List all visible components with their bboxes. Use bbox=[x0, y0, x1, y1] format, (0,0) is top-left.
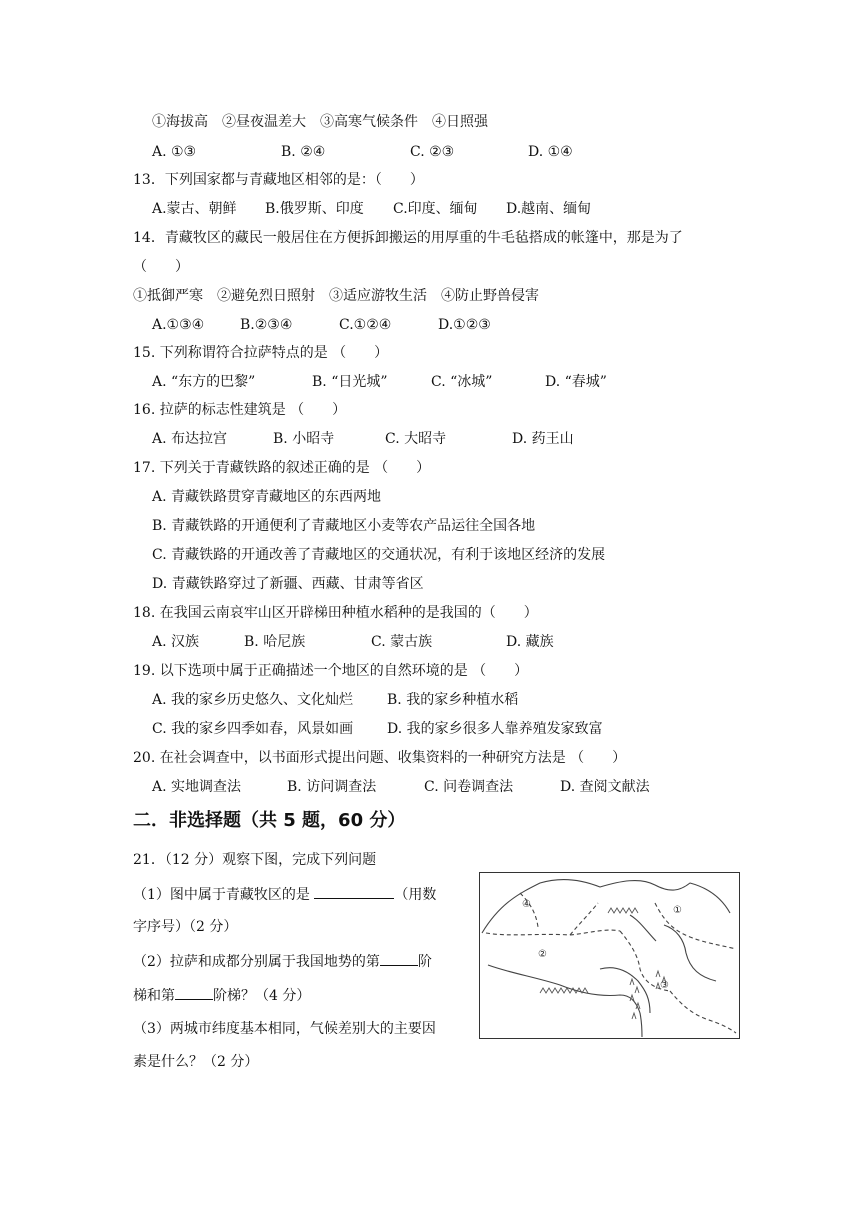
q17-option-c: C. 青藏铁路的开通改善了青藏地区的交通状况，有利于该地区经济的发展 bbox=[152, 547, 606, 563]
q21-part2-blank2 bbox=[175, 985, 213, 1000]
map-label-2: ② bbox=[538, 949, 547, 960]
q16-option-a: A. 布达拉宫 bbox=[152, 431, 228, 447]
q13-stem: 13．下列国家都与青藏地区相邻的是：（ ） bbox=[133, 172, 424, 188]
q19-option-c: C. 我的家乡四季如春，风景如画 bbox=[152, 721, 354, 737]
q13-option-b: B.俄罗斯、印度 bbox=[265, 201, 364, 217]
q19-option-d: D. 我的家乡很多人靠养殖发家致富 bbox=[387, 721, 603, 737]
q20-option-a: A. 实地调查法 bbox=[152, 779, 242, 795]
q17-stem: 17. 下列关于青藏铁路的叙述正确的是 （ ） bbox=[133, 460, 431, 476]
q16-option-b: B. 小昭寺 bbox=[273, 431, 335, 447]
map-boundary-south bbox=[488, 965, 642, 1037]
q19-option-b: B. 我的家乡种植水稻 bbox=[387, 692, 519, 708]
q21-part1-text-b: （用数 bbox=[394, 887, 437, 903]
map-province-line-1 bbox=[486, 930, 620, 935]
q12-option-c: C. ②③ bbox=[410, 144, 455, 160]
map-river-2 bbox=[664, 925, 716, 981]
q18-option-b: B. 哈尼族 bbox=[244, 634, 306, 650]
q13-option-c: C.印度、缅甸 bbox=[393, 201, 478, 217]
map-river-3 bbox=[630, 915, 656, 941]
q13-option-d: D.越南、缅甸 bbox=[506, 201, 592, 217]
q20-option-c: C. 问卷调查法 bbox=[424, 779, 514, 795]
q12-option-d: D. ①④ bbox=[528, 144, 573, 160]
q14-option-c: C.①②④ bbox=[339, 317, 392, 333]
q16-stem: 16. 拉萨的标志性建筑是 （ ） bbox=[133, 402, 347, 418]
q20-stem: 20. 在社会调查中，以书面形式提出问题、收集资料的一种研究方法是 （ ） bbox=[133, 750, 627, 766]
q14-option-a: A.①③④ bbox=[152, 317, 205, 333]
q19-stem: 19. 以下选项中属于正确描述一个地区的自然环境的是 （ ） bbox=[133, 663, 529, 679]
map-mountains bbox=[540, 908, 666, 1019]
q15-stem: 15. 下列称谓符合拉萨特点的是 （ ） bbox=[133, 345, 389, 361]
q19-option-a: A. 我的家乡历史悠久、文化灿烂 bbox=[152, 692, 354, 708]
q21-part2-line1 bbox=[133, 951, 432, 972]
q17-option-a: A. 青藏铁路贯穿青藏地区的东西两地 bbox=[152, 489, 382, 505]
q21-part3-line1: （3）两城市纬度基本相同，气候差别大的主要因 bbox=[133, 1021, 436, 1037]
region-map-drawing bbox=[480, 873, 738, 1037]
q14-stem-line2: （ ） bbox=[133, 259, 189, 275]
mountain-range-north bbox=[608, 908, 638, 913]
map-boundary-west bbox=[482, 880, 730, 933]
map-province-line-2 bbox=[570, 903, 598, 935]
q21-part2-text-d: 阶梯？（4 分） bbox=[213, 988, 311, 1004]
q18-stem: 18. 在我国云南哀牢山区开辟梯田种植水稻种的是我国的（ ） bbox=[133, 605, 538, 621]
q16-option-d: D. 药王山 bbox=[512, 431, 574, 447]
section-heading: 二．非选择题（共 5 题，60 分） bbox=[133, 810, 406, 831]
q21-part2-text-b: 阶 bbox=[417, 954, 432, 970]
q21-part2-blank1 bbox=[380, 951, 418, 966]
q21-part1-blank bbox=[314, 884, 394, 899]
q21-part1-text: （1）图中属于青藏牧区的是 bbox=[133, 887, 315, 903]
q15-option-b: B. “日光城” bbox=[312, 374, 388, 390]
q12-option-a: A. ①③ bbox=[152, 144, 197, 160]
q21-intro: 21．（12 分）观察下图，完成下列问题 bbox=[133, 852, 377, 868]
q12-factors: ①海拔高 ②昼夜温差大 ③高寒气候条件 ④日照强 bbox=[152, 114, 488, 130]
q21-part1-line2: 字序号）（2 分） bbox=[133, 919, 238, 935]
region-map bbox=[479, 872, 740, 1039]
q17-option-d: D. 青藏铁路穿过了新疆、西藏、甘肃等省区 bbox=[152, 576, 424, 592]
map-province-line-5 bbox=[670, 991, 736, 1033]
q17-option-b: B. 青藏铁路的开通便利了青藏地区小麦等农产品运往全国各地 bbox=[152, 518, 536, 534]
q14-stem-line1: 14．青藏牧区的藏民一般居住在方便拆卸搬运的用厚重的牛毛毡搭成的帐篷中，那是为了 bbox=[133, 230, 683, 246]
q16-option-c: C. 大昭寺 bbox=[385, 431, 447, 447]
q21-part1-line1 bbox=[133, 884, 436, 905]
q18-option-c: C. 蒙古族 bbox=[371, 634, 433, 650]
q20-option-d: D. 查阅文献法 bbox=[560, 779, 650, 795]
q12-option-b: B. ②④ bbox=[281, 144, 326, 160]
q14-option-d: D.①②③ bbox=[438, 317, 491, 333]
map-label-4: ④ bbox=[522, 899, 531, 910]
q21-part2-text-c: 梯和第 bbox=[133, 988, 175, 1004]
q15-option-d: D. “春城” bbox=[545, 374, 607, 390]
q14-factors: ①抵御严寒 ②避免烈日照射 ③适应游牧生活 ④防止野兽侵害 bbox=[133, 288, 539, 304]
q13-option-a: A.蒙古、朝鲜 bbox=[152, 201, 237, 217]
q21-part3-line2: 素是什么？（2 分） bbox=[133, 1054, 259, 1070]
q14-option-b: B.②③④ bbox=[240, 317, 293, 333]
q18-option-d: D. 藏族 bbox=[506, 634, 554, 650]
q21-part2-line2 bbox=[133, 985, 310, 1006]
q18-option-a: A. 汉族 bbox=[152, 634, 200, 650]
q21-part2-text: （2）拉萨和成都分别属于我国地势的第 bbox=[133, 954, 380, 970]
q20-option-b: B. 访问调查法 bbox=[287, 779, 377, 795]
q15-option-a: A. “东方的巴黎” bbox=[152, 374, 256, 390]
map-label-1: ① bbox=[673, 905, 682, 916]
map-label-3: ③ bbox=[660, 980, 669, 991]
q15-option-c: C. “冰城” bbox=[431, 374, 493, 390]
